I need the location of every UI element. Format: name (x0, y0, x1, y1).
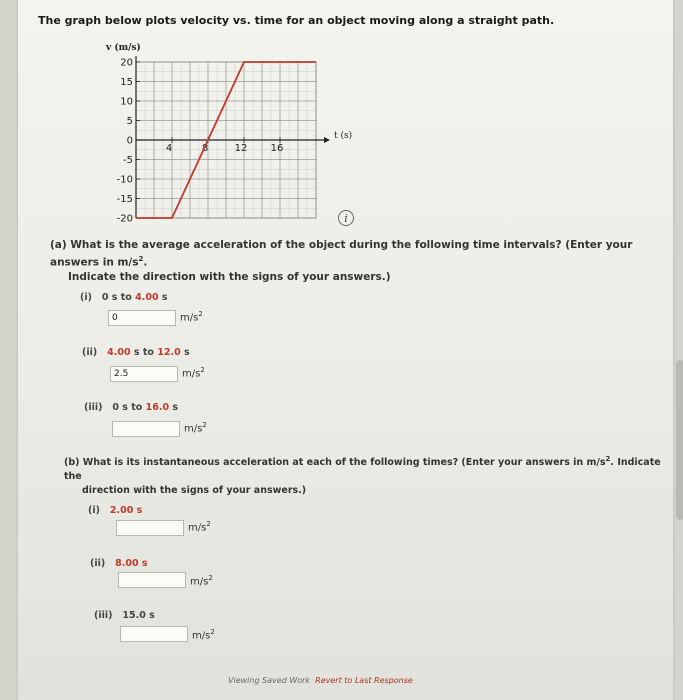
y-tick-label: 15 (120, 77, 133, 88)
x-axis-label: t (s) (334, 131, 353, 141)
y-tick-label: -20 (116, 213, 133, 225)
problem-page (18, 0, 673, 700)
unit-a-ii: $m/s^2$ (182, 366, 205, 380)
y-tick-label: -10 (116, 174, 133, 186)
scrollbar[interactable] (676, 360, 683, 520)
part-a-ii-label: (ii) 4.00 s to 12.0 s (82, 347, 190, 358)
unit-b-iii: $m/s^2$ (192, 628, 215, 642)
x-tick-label: 8 (201, 143, 209, 154)
answer-a-iii[interactable] (112, 421, 180, 437)
answer-b-i[interactable] (116, 520, 184, 536)
y-tick-label: 20 (120, 57, 133, 69)
part-b-i-label: (i) 2.00 s (88, 505, 143, 516)
revert-link[interactable]: Revert to Last Response (315, 676, 413, 685)
footer-links (228, 676, 413, 685)
x-tick-label: 4 (165, 143, 173, 154)
answer-b-iii[interactable] (120, 626, 188, 642)
unit-a-iii: $m/s^2$ (184, 421, 207, 435)
part-b-ii-label: (ii) 8.00 s (90, 558, 148, 569)
part-b-iii-label: (iii) 15.0 s (94, 610, 155, 621)
answer-a-i[interactable] (108, 310, 176, 326)
viewing-saved-work-link[interactable]: Viewing Saved Work (228, 676, 311, 685)
part-a-i-label: (i) 0 s to 4.00 s (80, 292, 168, 303)
answer-b-ii[interactable] (118, 572, 186, 588)
info-icon[interactable]: i (338, 210, 354, 226)
y-tick-label: 10 (120, 96, 133, 108)
part-a-prompt: (a) What is the average acceleration of the object during the following time intervals? (Enter your answers in $m/s^2$. Indicate the direction with the signs of your answers.) (50, 239, 633, 283)
y-tick-label: 5 (126, 116, 133, 127)
problem-title: The graph below plots velocity vs. time for an object moving along a straight path. (38, 14, 555, 27)
y-axis-label: v (m/s) (106, 43, 141, 53)
unit-b-i: $m/s^2$ (188, 520, 211, 534)
part-b-prompt: (b) What is its instantaneous acceleration at each of the following times? (Enter your answers in $m/s^2$. Indicate the direction with the signs of your answers.) (64, 455, 661, 497)
unit-a-i: $m/s^2$ (180, 310, 203, 324)
unit-b-ii: $m/s^2$ (190, 574, 213, 588)
x-tick-label: 12 (234, 143, 248, 154)
answer-a-ii[interactable] (110, 366, 178, 382)
velocity-time-chart (18, 0, 673, 230)
x-axis-arrow (324, 137, 330, 143)
y-tick-label: 0 (126, 135, 133, 147)
x-tick-label: 16 (270, 143, 284, 154)
part-a-iii-label: (iii) 0 s to 16.0 s (84, 402, 179, 413)
y-tick-label: -5 (123, 155, 133, 166)
y-tick-label: -15 (116, 194, 133, 205)
chart-ticks (117, 58, 284, 225)
